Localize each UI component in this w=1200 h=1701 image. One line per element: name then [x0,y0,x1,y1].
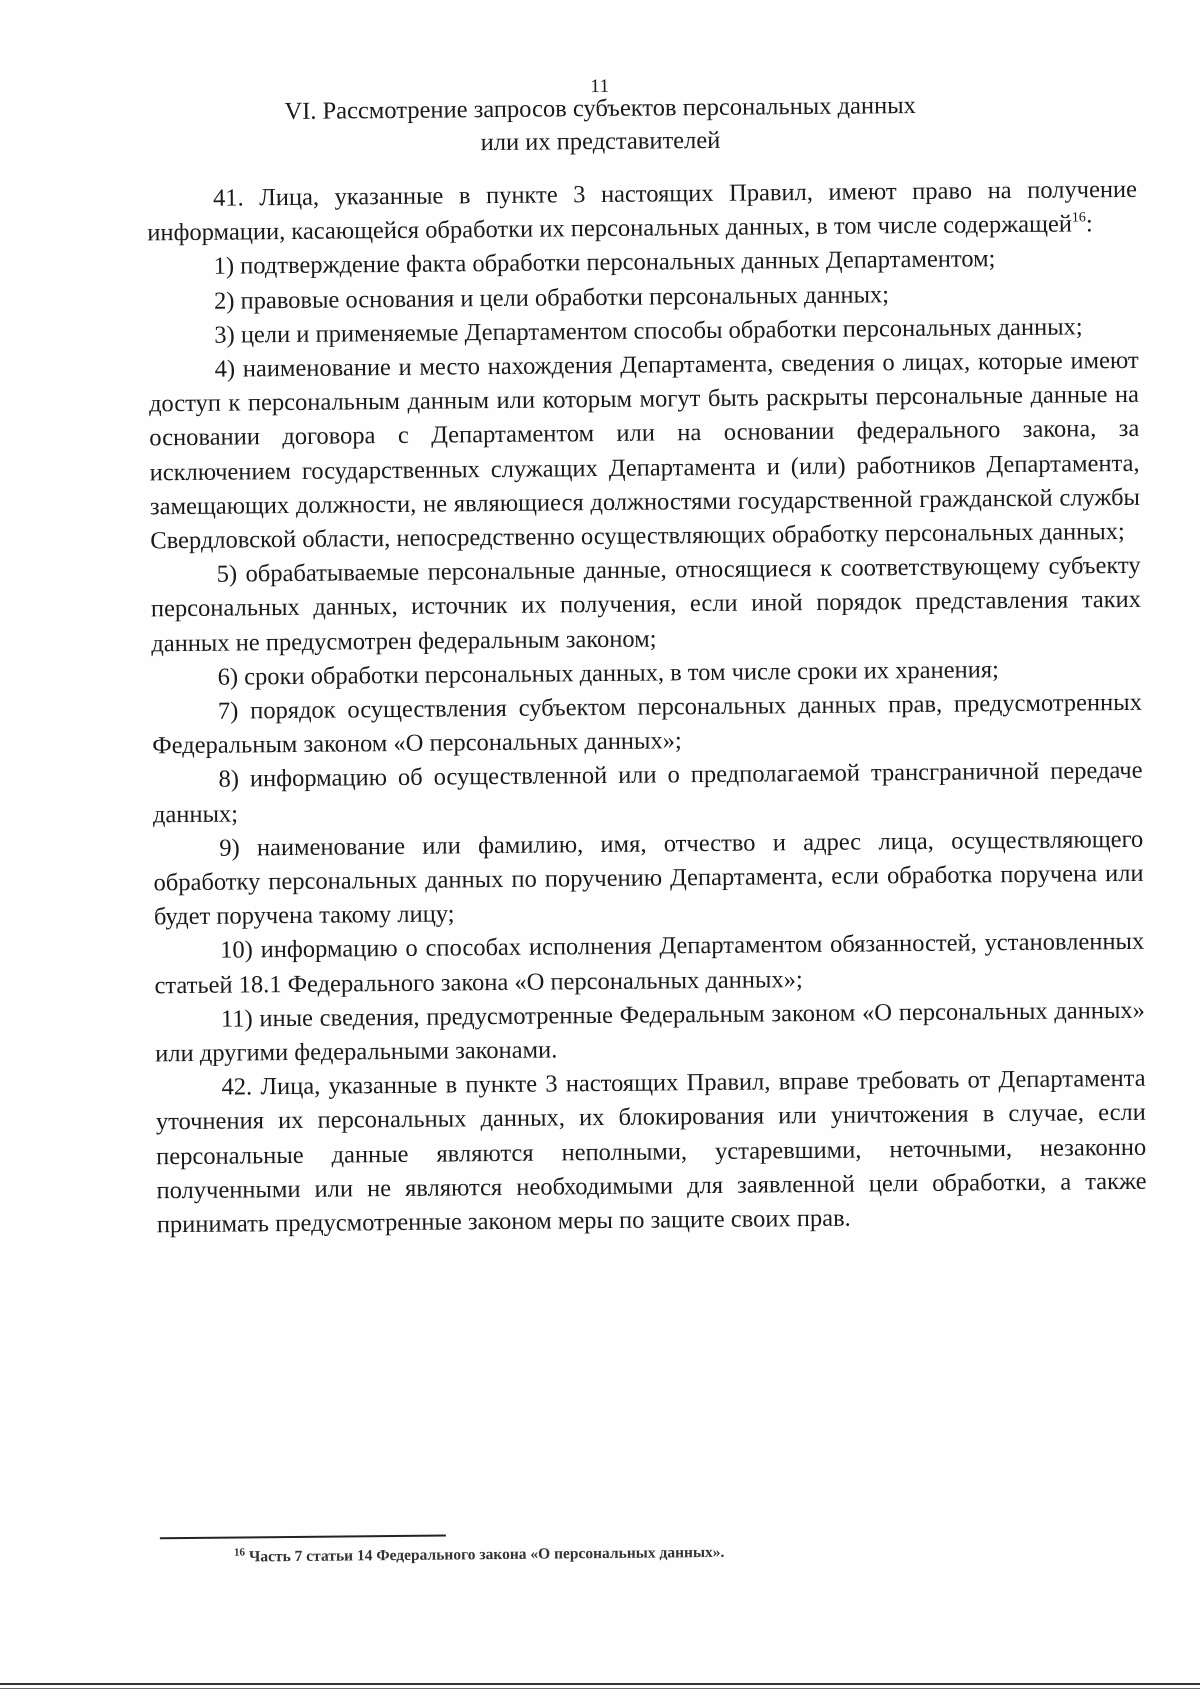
list-item-4: 4) наименование и место нахождения Департамента, сведения о лицах, которые имеют доступ к персональным данным или которым могут быть раскрыты персональные данные на основании договора с Департаментом или на основании федерального закона, за исключением государственных служащих Департамента и (или) работников Департамента, замещающих должности, не являющиеся должностями государственной гражданской службы Свердловской области, непосредственно осуществляющих обработку персональных данных; [148,346,1141,555]
list-item-5: 5) обрабатываемые персональные данные, относящиеся к соответствующему субъекту персональных данных, источник их получения, если иной порядок представления таких данных не предусмотрен федеральным законом; [150,552,1142,657]
list-item-11: 11) иные сведения, предусмотренные Федеральным законом «О персональных данных» или другими федеральными законами. [155,996,1145,1068]
paragraph-41 [147,173,1138,251]
document-body [147,173,1147,1243]
footnote [234,1540,1134,1567]
section-title-line-2: или их представителей [480,126,721,157]
paragraph-text: 41. Лица, указанные в пункте 3 настоящих Правил, имеют право на получение информации, касающейся обработки их персональных данных, в том числе содержащей [147,175,1138,247]
footnote-text: Часть 7 статьи 14 Федерального закона «О персональных данных». [248,1543,725,1566]
list-item-3: 3) цели и применяемые Департаментом способы обработки персональных данных; [214,313,1083,349]
list-item-6: 6) сроки обработки персональных данных, в том числе сроки их хранения; [217,656,999,691]
section-title [0,86,1200,164]
scan-bottom-edge-shadow [0,1688,1200,1689]
list-item-9: 9) наименование или фамилию, имя, отчество и адрес лица, осуществляющего обработку персональных данных по поручению Департамента, если обработка поручена или будет поручена такому лицу; [153,825,1144,931]
footnote-separator [160,1535,446,1540]
paragraph-tail: : [1085,210,1093,238]
list-item-8: 8) информацию об осуществленной или о предполагаемой трансграничной передаче данных; [152,757,1143,828]
list-item-7: 7) порядок осуществления субъектом персональных данных прав, предусмотренных Федеральным законом «О персональных данных»; [152,688,1143,760]
footnote-reference: 16 [1071,210,1086,226]
section-title-line-1: VI. Рассмотрение запросов субъектов персональных данных [284,91,916,126]
list-item-10: 10) информацию о способах исполнения Департаментом обязанностей, установленных статьей 18.1 Федерального закона «О персональных данных»; [154,928,1145,999]
page-number: 11 [590,75,610,98]
list-item-1: 1) подтверждение факта обработки персональных данных Департаментом; [213,245,996,281]
footnote-mark: 16 [233,1546,246,1559]
paragraph-42: 42. Лица, указанные в пункте 3 настоящих Правил, вправе требовать от Департамента уточнения их персональных данных, их блокирования или уничтожения в случае, если персональные данные являются неполными, устаревшими, неточными, незаконно полученными или не являются необходимыми для заявленной цели обработки, а также принимать предусмотренные законом меры по защите своих прав. [155,1065,1147,1239]
list-item-2: 2) правовые основания и цели обработки персональных данных; [213,280,890,315]
scan-bottom-edge [0,1683,1200,1685]
